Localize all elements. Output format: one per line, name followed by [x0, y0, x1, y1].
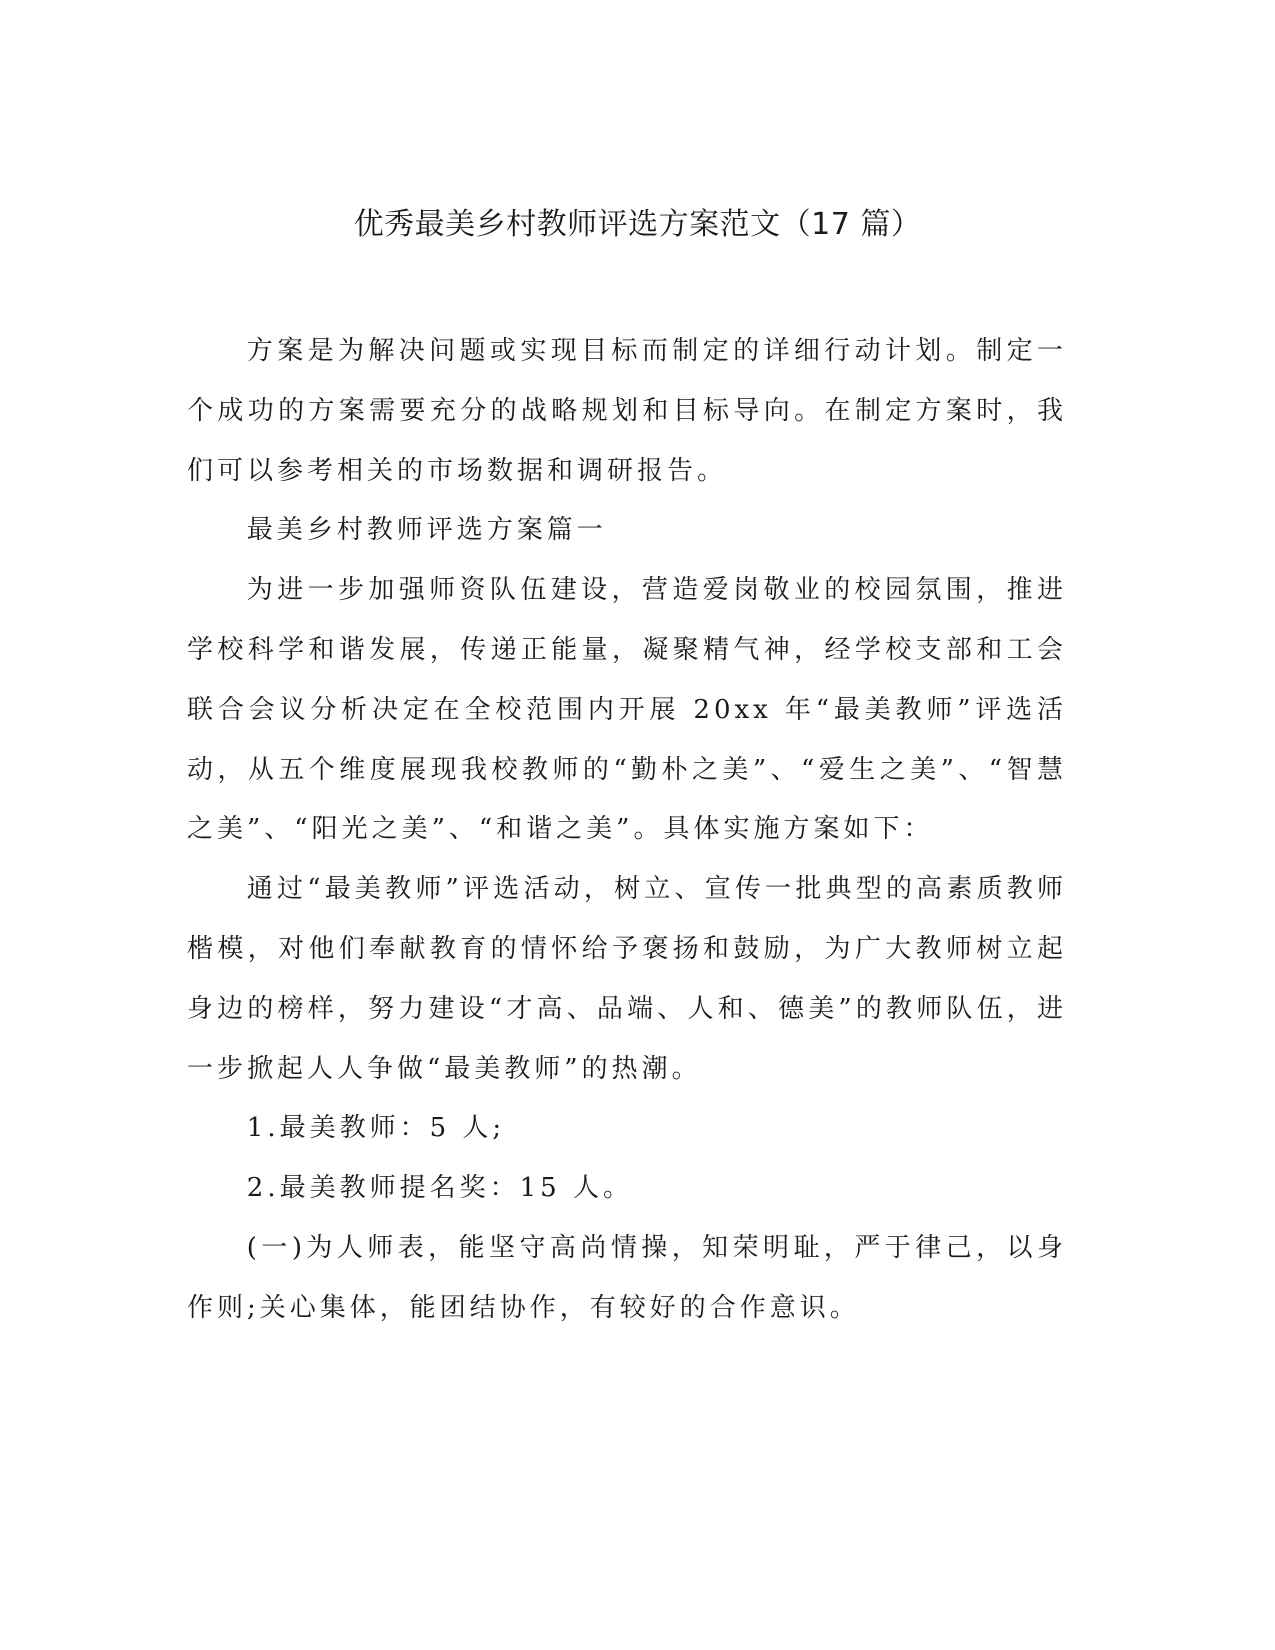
document-title: 优秀最美乡村教师评选方案范文（17 篇） [353, 207, 922, 242]
document-body [187, 322, 1067, 1339]
paragraph-background: 为进一步加强师资队伍建设，营造爱岗敬业的校园氛围，推进学校科学和谐发展，传递正能量，凝聚精气神，经学校支部和工会联合会议分析决定在全校范围内开展 20xx 年“最美教师”评选活动，从五个维度展现我校教师的“勤朴之美”、“爱生之美”、“智慧之美”、“阳光之美”、“和谐之美”。具体实施方案如下： [187, 575, 1067, 845]
paragraph-purpose: 通过“最美教师”评选活动，树立、宣传一批典型的高素质教师楷模，对他们奉献教育的情怀给予褒扬和鼓励，为广大教师树立起身边的榜样，努力建设“才高、品端、人和、德美”的教师队伍，进一步掀起人人争做“最美教师”的热潮。 [187, 874, 1067, 1084]
paragraph-criteria-1: (一)为人师表，能坚守高尚情操，知荣明耻，严于律己，以身作则;关心集体，能团结协作，有较好的合作意识。 [187, 1232, 1067, 1323]
list-item-award-1: 1.最美教师：5 人; [246, 1113, 506, 1144]
paragraph-intro: 方案是为解决问题或实现目标而制定的详细行动计划。制定一个成功的方案需要充分的战略规划和目标导向。在制定方案时，我们可以参考相关的市场数据和调研报告。 [187, 336, 1067, 486]
section-heading: 最美乡村教师评选方案篇一 [246, 515, 607, 546]
list-item-award-2: 2.最美教师提名奖：15 人。 [246, 1173, 633, 1204]
